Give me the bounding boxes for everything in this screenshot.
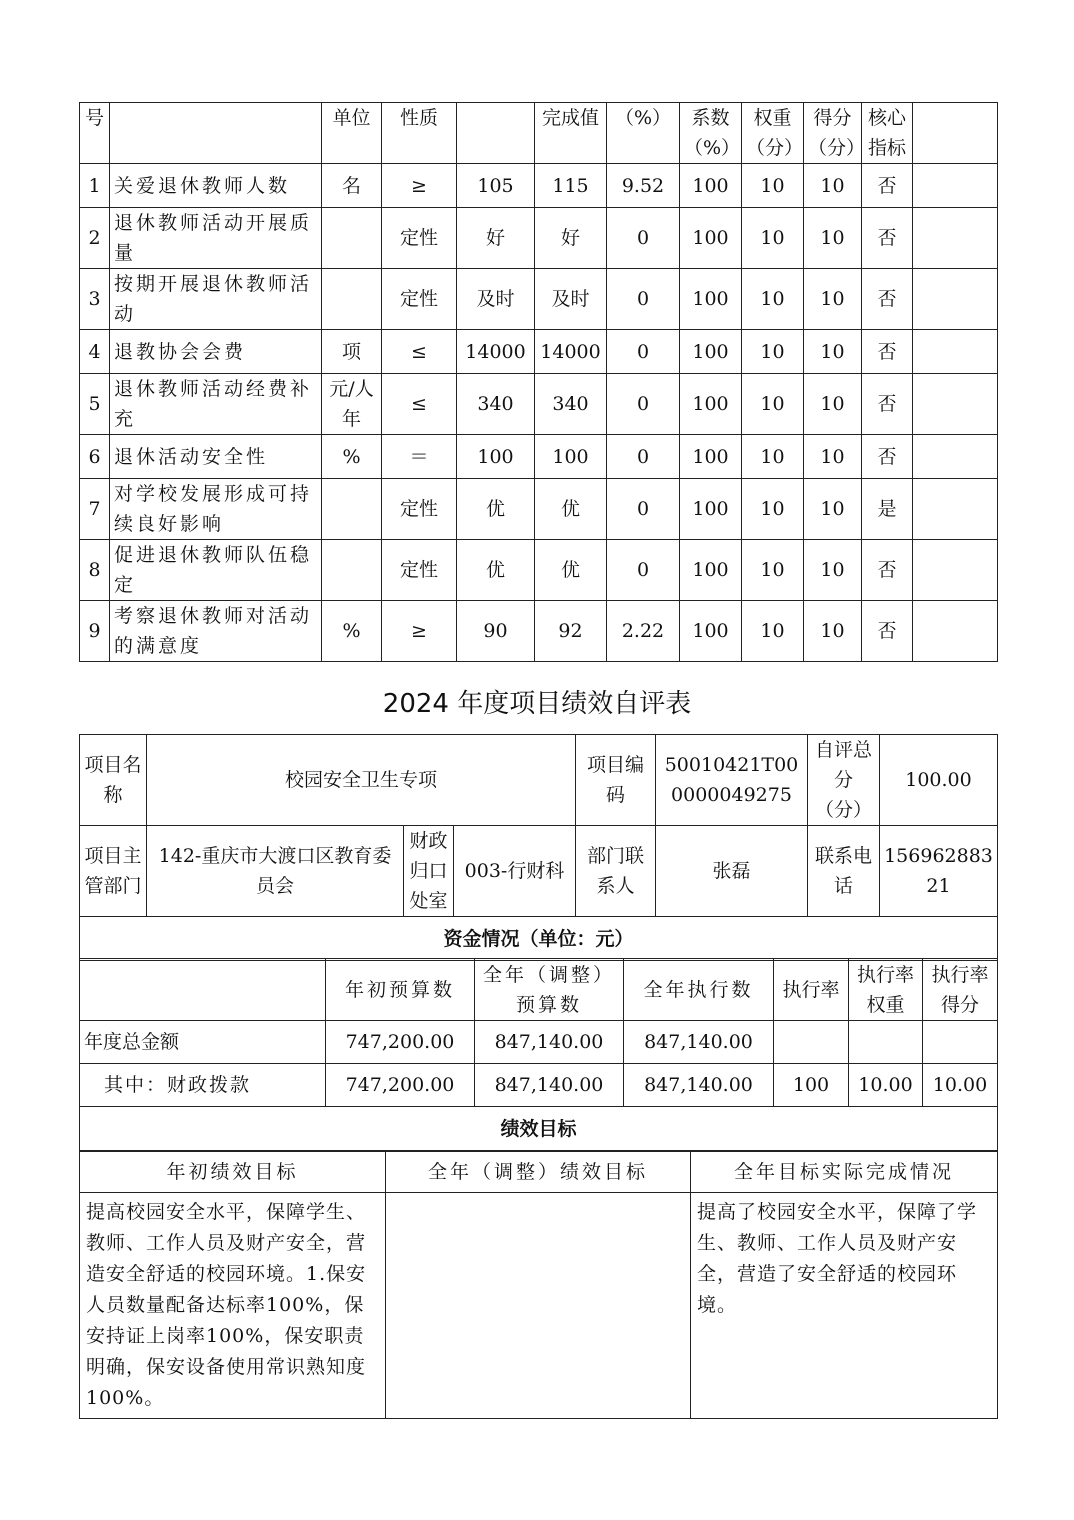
row-score: 10: [804, 479, 862, 540]
row-weight: 10: [742, 435, 804, 479]
project-name-label: 项目名称: [80, 735, 147, 826]
table-row: [80, 540, 998, 601]
row-coef: 100: [680, 479, 742, 540]
row-done: 优: [535, 479, 607, 540]
row-core: 否: [862, 435, 913, 479]
row-coef: 100: [680, 540, 742, 601]
row-empty: [913, 164, 998, 208]
row-pct: 0: [607, 435, 680, 479]
phone-value: 15696288321: [880, 826, 998, 917]
row-name: 对学校发展形成可持续良好影响: [110, 479, 322, 540]
funds-executed: 847,140.00: [624, 1064, 774, 1107]
row-empty: [913, 601, 998, 662]
row-done: 好: [535, 208, 607, 269]
funds-initial: 747,200.00: [326, 1021, 475, 1064]
row-unit: [322, 269, 382, 330]
row-target: 90: [457, 601, 535, 662]
finance-value: 003-行财科: [454, 826, 576, 917]
project-row-1: [80, 735, 998, 826]
row-no: 1: [80, 164, 110, 208]
header-cell: 得分（分）: [804, 103, 862, 164]
dept-value: 142-重庆市大渡口区教育委员会: [147, 826, 404, 917]
row-nature: 定性: [382, 208, 457, 269]
row-unit: [322, 479, 382, 540]
row-score: 10: [804, 164, 862, 208]
contact-label: 部门联系人: [576, 826, 656, 917]
row-pct: 0: [607, 330, 680, 374]
dept-label: 项目主管部门: [80, 826, 147, 917]
row-score: 10: [804, 601, 862, 662]
row-score: 10: [804, 330, 862, 374]
funds-header-cell: 执行率: [774, 959, 849, 1021]
row-no: 6: [80, 435, 110, 479]
row-nature: ＝: [382, 435, 457, 479]
funds-header-cell: 全年（调整）预算数: [475, 959, 624, 1021]
row-core: 否: [862, 540, 913, 601]
row-name: 按期开展退休教师活动: [110, 269, 322, 330]
row-no: 5: [80, 374, 110, 435]
row-coef: 100: [680, 269, 742, 330]
funds-header-cell: 全年执行数: [624, 959, 774, 1021]
row-core: 否: [862, 164, 913, 208]
row-weight: 10: [742, 374, 804, 435]
project-code-label: 项目编码: [576, 735, 656, 826]
table-row: [80, 1021, 998, 1064]
table-row: [80, 269, 998, 330]
table-row: [80, 601, 998, 662]
row-score: 10: [804, 208, 862, 269]
row-nature: ≥: [382, 601, 457, 662]
row-done: 100: [535, 435, 607, 479]
row-name: 关爱退休教师人数: [110, 164, 322, 208]
indicator-table: [79, 102, 998, 662]
row-pct: 9.52: [607, 164, 680, 208]
funds-executed: 847,140.00: [624, 1021, 774, 1064]
project-info-table: [79, 734, 998, 961]
goals-header-cell: 全年（调整）绩效目标: [386, 1152, 691, 1193]
funds-rate: [774, 1021, 849, 1064]
row-pct: 2.22: [607, 601, 680, 662]
funds-header-row: [80, 959, 998, 1021]
row-no: 8: [80, 540, 110, 601]
funds-row-label: 其中：财政拨款: [80, 1064, 326, 1107]
row-empty: [913, 540, 998, 601]
funds-weight: [849, 1021, 923, 1064]
row-pct: 0: [607, 374, 680, 435]
row-nature: 定性: [382, 269, 457, 330]
row-target: 优: [457, 479, 535, 540]
row-target: 105: [457, 164, 535, 208]
row-unit: %: [322, 601, 382, 662]
row-pct: 0: [607, 208, 680, 269]
self-score-value: 100.00: [880, 735, 998, 826]
row-nature: ≤: [382, 330, 457, 374]
row-no: 4: [80, 330, 110, 374]
row-unit: [322, 540, 382, 601]
header-cell: 核心指标: [862, 103, 913, 164]
goals-table: [79, 1151, 998, 1419]
row-empty: [913, 374, 998, 435]
row-name: 退休活动安全性: [110, 435, 322, 479]
row-unit: [322, 208, 382, 269]
goals-header-cell: 年初绩效目标: [80, 1152, 386, 1193]
row-no: 2: [80, 208, 110, 269]
row-core: 否: [862, 601, 913, 662]
header-cell: [110, 103, 322, 164]
row-nature: 定性: [382, 479, 457, 540]
row-unit: 项: [322, 330, 382, 374]
row-coef: 100: [680, 164, 742, 208]
header-cell: 完成值: [535, 103, 607, 164]
funds-adjusted: 847,140.00: [475, 1064, 624, 1107]
row-core: 否: [862, 330, 913, 374]
goals-content-row: [80, 1193, 998, 1419]
row-pct: 0: [607, 540, 680, 601]
row-coef: 100: [680, 208, 742, 269]
row-score: 10: [804, 540, 862, 601]
row-nature: 定性: [382, 540, 457, 601]
header-cell: （%）: [607, 103, 680, 164]
row-no: 3: [80, 269, 110, 330]
funds-section-row: [80, 917, 998, 961]
self-score-label: 自评总分（分）: [808, 735, 880, 826]
row-coef: 100: [680, 435, 742, 479]
row-pct: 0: [607, 479, 680, 540]
project-code-value: 50010421T000000049275: [656, 735, 808, 826]
funds-section-title: 资金情况（单位：元）: [80, 917, 998, 961]
row-name: 考察退休教师对活动的满意度: [110, 601, 322, 662]
row-name: 退休教师活动开展质量: [110, 208, 322, 269]
row-target: 好: [457, 208, 535, 269]
row-core: 否: [862, 269, 913, 330]
funds-row-label: 年度总金额: [80, 1021, 326, 1064]
row-empty: [913, 479, 998, 540]
row-nature: ≤: [382, 374, 457, 435]
finance-label: 财政归口处室: [404, 826, 454, 917]
header-cell: [913, 103, 998, 164]
goals-adjusted-text: [386, 1193, 691, 1419]
row-name: 促进退休教师队伍稳定: [110, 540, 322, 601]
row-weight: 10: [742, 330, 804, 374]
row-target: 优: [457, 540, 535, 601]
row-done: 92: [535, 601, 607, 662]
row-weight: 10: [742, 479, 804, 540]
row-coef: 100: [680, 330, 742, 374]
goals-section-title: 绩效目标: [80, 1107, 998, 1151]
row-score: 10: [804, 374, 862, 435]
row-target: 100: [457, 435, 535, 479]
indicator-header-row: [80, 103, 998, 164]
goals-header-row: [80, 1152, 998, 1193]
phone-label: 联系电话: [808, 826, 880, 917]
table-row: [80, 1064, 998, 1107]
row-coef: 100: [680, 601, 742, 662]
row-done: 115: [535, 164, 607, 208]
funds-rate: 100: [774, 1064, 849, 1107]
row-weight: 10: [742, 208, 804, 269]
funds-header-cell: 执行率得分: [923, 959, 998, 1021]
row-empty: [913, 208, 998, 269]
project-name-value: 校园安全卫生专项: [147, 735, 576, 826]
row-empty: [913, 435, 998, 479]
funds-header-empty: [80, 959, 326, 1021]
header-cell: 单位: [322, 103, 382, 164]
row-done: 及时: [535, 269, 607, 330]
header-cell: 系数（%）: [680, 103, 742, 164]
header-cell: 号: [80, 103, 110, 164]
row-target: 14000: [457, 330, 535, 374]
row-weight: 10: [742, 540, 804, 601]
contact-value: 张磊: [656, 826, 808, 917]
row-done: 14000: [535, 330, 607, 374]
funds-header-cell: 执行率权重: [849, 959, 923, 1021]
funds-weight: 10.00: [849, 1064, 923, 1107]
table-row: [80, 435, 998, 479]
row-weight: 10: [742, 269, 804, 330]
goals-actual-text: 提高了校园安全水平，保障了学生、教师、工作人员及财产安全，营造了安全舒适的校园环境。: [691, 1193, 998, 1419]
funds-table: [79, 958, 998, 1151]
goals-section-row: [80, 1107, 998, 1151]
row-empty: [913, 330, 998, 374]
table-row: [80, 164, 998, 208]
row-empty: [913, 269, 998, 330]
row-weight: 10: [742, 164, 804, 208]
row-no: 7: [80, 479, 110, 540]
row-name: 退休教师活动经费补充: [110, 374, 322, 435]
page-title: 2024 年度项目绩效自评表: [382, 689, 692, 719]
table-row: [80, 374, 998, 435]
funds-initial: 747,200.00: [326, 1064, 475, 1107]
row-done: 优: [535, 540, 607, 601]
row-pct: 0: [607, 269, 680, 330]
row-name: 退教协会会费: [110, 330, 322, 374]
row-core: 是: [862, 479, 913, 540]
header-cell: [457, 103, 535, 164]
row-core: 否: [862, 374, 913, 435]
table-row: [80, 330, 998, 374]
row-done: 340: [535, 374, 607, 435]
project-row-2: [80, 826, 998, 917]
row-unit: 元/人年: [322, 374, 382, 435]
funds-score: 10.00: [923, 1064, 998, 1107]
row-unit: %: [322, 435, 382, 479]
header-cell: 权重（分）: [742, 103, 804, 164]
row-score: 10: [804, 435, 862, 479]
funds-adjusted: 847,140.00: [475, 1021, 624, 1064]
row-coef: 100: [680, 374, 742, 435]
row-target: 340: [457, 374, 535, 435]
table-row: [80, 479, 998, 540]
row-unit: 名: [322, 164, 382, 208]
row-score: 10: [804, 269, 862, 330]
goals-header-cell: 全年目标实际完成情况: [691, 1152, 998, 1193]
goals-initial-text: 提高校园安全水平，保障学生、教师、工作人员及财产安全，营造安全舒适的校园环境。1.保安人员数量配备达标率100%，保安持证上岗率100%，保安职责明确，保安设备使用常识熟知度100%。: [80, 1193, 386, 1419]
funds-score: [923, 1021, 998, 1064]
row-weight: 10: [742, 601, 804, 662]
row-nature: ≥: [382, 164, 457, 208]
table-row: [80, 208, 998, 269]
header-cell: 性质: [382, 103, 457, 164]
funds-header-cell: 年初预算数: [326, 959, 475, 1021]
row-no: 9: [80, 601, 110, 662]
row-core: 否: [862, 208, 913, 269]
row-target: 及时: [457, 269, 535, 330]
